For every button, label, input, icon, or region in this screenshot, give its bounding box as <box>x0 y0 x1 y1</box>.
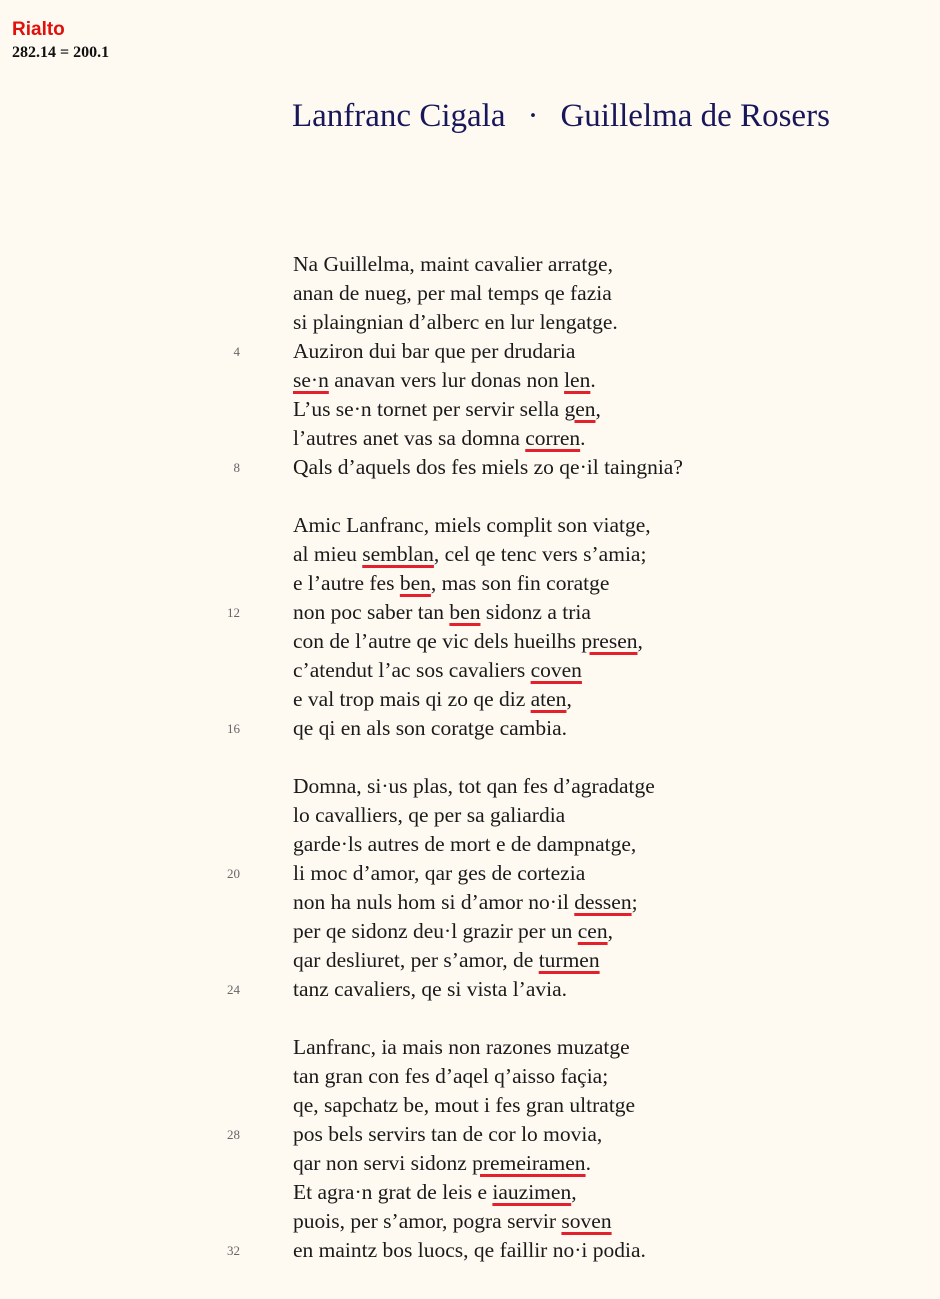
verse-segment: ; <box>631 890 638 914</box>
verse-segment: , <box>566 687 572 711</box>
highlighted-word: iauzimen <box>492 1180 572 1204</box>
verse-text <box>293 395 601 424</box>
line-number: 12 <box>227 605 240 620</box>
verse-segment: Amic Lanfranc, miels complit son viatge, <box>293 513 651 537</box>
highlighted-word: presen <box>581 629 638 653</box>
verse-text <box>293 250 613 279</box>
verse-line <box>0 772 940 801</box>
poem-reference: 282.14 = 200.1 <box>12 44 110 61</box>
verse-segment: sidonz a tria <box>480 600 591 624</box>
verse-segment: per qe sidonz deu·l grazir per un <box>293 919 578 943</box>
highlighted-word: se·n <box>293 368 329 392</box>
line-number: 8 <box>233 460 240 475</box>
verse-text <box>293 946 600 975</box>
verse-text <box>293 279 612 308</box>
verse-segment: , cel qe tenc vers s’amia; <box>433 542 647 566</box>
highlighted-word: ben <box>399 571 431 595</box>
verse-segment: . <box>580 426 586 450</box>
verse-line <box>0 598 940 627</box>
verse-text <box>293 1236 646 1265</box>
verse-line <box>0 1178 940 1207</box>
verse-text <box>293 656 582 685</box>
verse-text <box>293 1207 612 1236</box>
verse-segment: . <box>585 1151 591 1175</box>
verse-line <box>0 1207 940 1236</box>
verse-line <box>0 366 940 395</box>
line-number: 24 <box>227 982 240 997</box>
verse-segment: L’us se·n tornet per servir sella <box>293 397 565 421</box>
line-number: 20 <box>227 866 240 881</box>
verse-line <box>0 1120 940 1149</box>
verse-text <box>293 714 567 743</box>
highlighted-word: coven <box>530 658 582 682</box>
line-number: 4 <box>233 344 240 359</box>
author-2: Guillelma de Rosers <box>560 98 830 134</box>
verse-segment: lo cavalliers, qe per sa galiardia <box>293 803 566 827</box>
verse-segment: non poc saber tan <box>293 600 450 624</box>
verse-line <box>0 1033 940 1062</box>
verse-segment: con de l’autre qe vic dels hueilhs <box>293 629 582 653</box>
verse-segment: e l’autre fes <box>293 571 400 595</box>
stanza-gap <box>0 743 940 772</box>
verse-segment: , <box>607 919 613 943</box>
stanza-gap <box>0 1004 940 1033</box>
verse-segment: li moc d’amor, qar ges de cortezia <box>293 861 586 885</box>
verse-line <box>0 511 940 540</box>
verse-text <box>293 830 636 859</box>
poem-body <box>0 250 940 1265</box>
stanza <box>0 772 940 1004</box>
verse-text <box>293 772 655 801</box>
highlighted-word: gen <box>564 397 596 421</box>
verse-segment: , <box>595 397 601 421</box>
highlighted-word: aten <box>530 687 567 711</box>
verse-segment: e val trop mais qi zo qe diz <box>293 687 531 711</box>
verse-segment: Auziron dui bar que per drudaria <box>293 339 576 363</box>
verse-segment: Na Guillelma, maint cavalier arratge, <box>293 252 613 276</box>
highlighted-word: ben <box>449 600 481 624</box>
verse-segment: Et agra·n grat de leis e <box>293 1180 493 1204</box>
verse-line <box>0 685 940 714</box>
highlighted-word: premeiramen <box>472 1151 586 1175</box>
verse-line <box>0 395 940 424</box>
verse-text <box>293 540 646 569</box>
verse-line <box>0 830 940 859</box>
verse-segment: non ha nuls hom si d’amor no·il <box>293 890 575 914</box>
verse-line <box>0 308 940 337</box>
highlighted-word: turmen <box>538 948 600 972</box>
stanza <box>0 1033 940 1265</box>
verse-segment: Lanfranc, ia mais non razones muzatge <box>293 1035 630 1059</box>
highlighted-word: soven <box>561 1209 612 1233</box>
highlighted-word: dessen <box>574 890 632 914</box>
verse-segment: tan gran con fes d’aqel q’aisso façia; <box>293 1064 609 1088</box>
verse-line <box>0 888 940 917</box>
verse-segment: qar non servi sidonz <box>293 1151 473 1175</box>
verse-segment: garde·ls autres de mort e de dampnatge, <box>293 832 637 856</box>
highlighted-word: len <box>564 368 591 392</box>
highlighted-word: cen <box>577 919 608 943</box>
stanza <box>0 250 940 482</box>
verse-line <box>0 714 940 743</box>
verse-text <box>293 337 575 366</box>
verse-segment: , mas son fin coratge <box>430 571 610 595</box>
verse-segment: , <box>637 629 643 653</box>
page-title <box>292 96 830 136</box>
verse-segment: tanz cavaliers, qe si vista l’avia. <box>293 977 568 1001</box>
verse-line <box>0 859 940 888</box>
verse-text <box>293 801 565 830</box>
title-separator: · <box>527 98 539 134</box>
author-1: Lanfranc Cigala <box>292 98 506 134</box>
verse-segment: al mieu <box>293 542 363 566</box>
verse-segment: l’autres anet vas sa domna <box>293 426 526 450</box>
verse-line <box>0 1236 940 1265</box>
verse-line <box>0 627 940 656</box>
verse-segment: anan de nueg, per mal temps qe fazia <box>293 281 612 305</box>
verse-segment: c’atendut l’ac sos cavaliers <box>293 658 531 682</box>
verse-line <box>0 1149 940 1178</box>
verse-line <box>0 1062 940 1091</box>
highlighted-word: corren <box>525 426 581 450</box>
verse-text <box>293 975 567 1004</box>
verse-segment: Domna, si·us plas, tot qan fes d’agradatge <box>293 774 655 798</box>
verse-text <box>293 917 613 946</box>
line-number: 28 <box>227 1127 240 1142</box>
verse-line <box>0 656 940 685</box>
verse-text <box>293 685 572 714</box>
verse-segment: . <box>590 368 596 392</box>
verse-segment: qar desliuret, per s’amor, de <box>293 948 539 972</box>
verse-text <box>293 859 585 888</box>
line-number: 32 <box>227 1243 240 1258</box>
verse-line <box>0 540 940 569</box>
verse-line <box>0 279 940 308</box>
verse-text <box>293 453 683 482</box>
verse-text <box>293 627 643 656</box>
verse-text <box>293 598 591 627</box>
highlighted-word: semblan <box>362 542 434 566</box>
verse-text <box>293 1149 591 1178</box>
verse-text <box>293 511 651 540</box>
verse-segment: , <box>571 1180 577 1204</box>
stanza <box>0 511 940 743</box>
verse-segment: qe, sapchatz be, mout i fes gran ultratge <box>293 1093 636 1117</box>
verse-text <box>293 1178 577 1207</box>
verse-line <box>0 1091 940 1120</box>
verse-segment: en maintz bos luocs, qe faillir no·i podia. <box>293 1238 646 1262</box>
verse-segment: qe qi en als son coratge cambia. <box>293 716 568 740</box>
verse-segment: puois, per s’amor, pogra servir <box>293 1209 562 1233</box>
verse-line <box>0 453 940 482</box>
verse-line <box>0 917 940 946</box>
verse-line <box>0 975 940 1004</box>
verse-text <box>293 1120 602 1149</box>
verse-text <box>293 1033 630 1062</box>
verse-text <box>293 366 596 395</box>
verse-line <box>0 250 940 279</box>
verse-text <box>293 1062 608 1091</box>
verse-text <box>293 308 618 337</box>
verse-text <box>293 1091 635 1120</box>
verse-text <box>293 424 586 453</box>
verse-line <box>0 946 940 975</box>
verse-line <box>0 569 940 598</box>
line-number: 16 <box>227 721 240 736</box>
brand-logo-text[interactable]: Rialto <box>12 19 65 40</box>
verse-segment: Qals d’aquels dos fes miels zo qe·il taingnia? <box>293 455 683 479</box>
stanza-gap <box>0 482 940 511</box>
verse-line <box>0 337 940 366</box>
verse-segment: pos bels servirs tan de cor lo movia, <box>293 1122 603 1146</box>
verse-segment: anavan vers lur donas non <box>328 368 565 392</box>
verse-text <box>293 888 638 917</box>
verse-line <box>0 424 940 453</box>
verse-line <box>0 801 940 830</box>
verse-text <box>293 569 609 598</box>
verse-segment: si plaingnian d’alberc en lur lengatge. <box>293 310 618 334</box>
